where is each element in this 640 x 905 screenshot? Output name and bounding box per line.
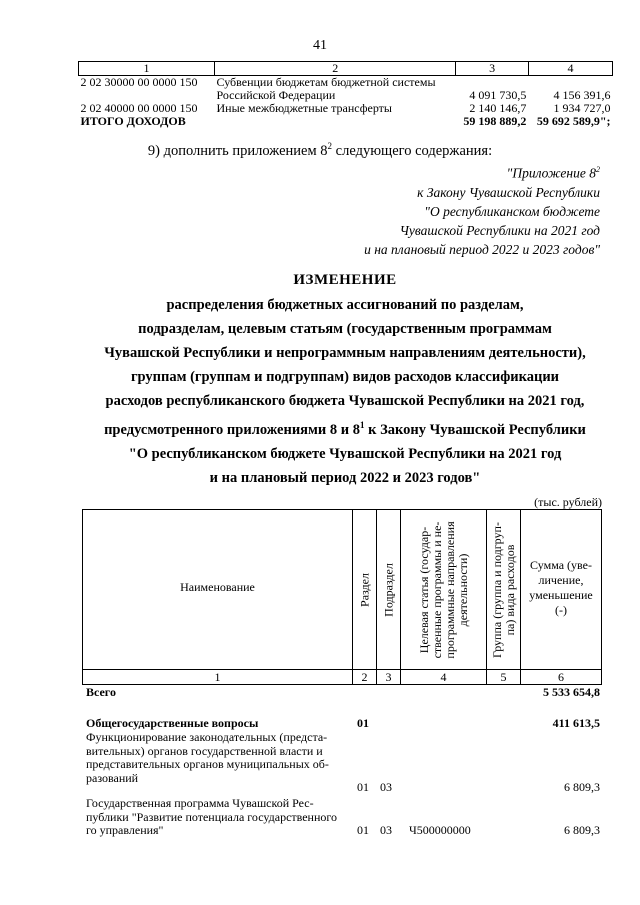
header-sum-line: (-) [555, 603, 567, 617]
title-line [60, 413, 630, 442]
header-sum-line: уменьшение [529, 588, 593, 602]
page-number: 41 [313, 38, 327, 53]
header-subsection-cell [377, 509, 401, 670]
row-name-line: Государственная программа Чувашской Рес- [86, 796, 314, 810]
row-target: Ч500000000 [409, 823, 471, 837]
amendment-text-part: 9) дополнить приложением 8 [147, 142, 328, 159]
revenue-name-line: Российской Федерации [216, 88, 336, 102]
header-group-line: Группа (группа и подгруп- [489, 521, 504, 658]
title-heading: ИЗМЕНЕНИЕ [293, 272, 397, 288]
header-sum-line: личение, [538, 573, 584, 587]
table-row [79, 76, 613, 103]
header-group [491, 522, 517, 658]
revenue-2021: 4 091 730,5 [469, 88, 527, 102]
appendix-text: "Приложение 8 [506, 165, 596, 181]
col-number: 2 [353, 670, 377, 685]
row-subsection: 03 [380, 780, 392, 794]
title-line: "О республиканском бюджете Чувашской Республики на 2021 год [128, 445, 562, 462]
title-line: группам (группам и подгруппам) видов расходов классификации [130, 369, 560, 385]
col-number: 6 [521, 670, 602, 685]
header-sum [521, 558, 601, 618]
header-section-cell [353, 509, 377, 670]
row-name-line: Функционирование законодательных (предста- [86, 730, 328, 744]
revenue-code: 2 02 30000 00 0000 150 [80, 75, 198, 89]
row-name-line: вительных) органов государственной власти и [86, 743, 323, 758]
row-name-line: представительных органов муниципальных об- [86, 757, 329, 771]
row-section: 01 [357, 823, 369, 837]
row-subsection: 03 [380, 823, 392, 837]
budget-table-header [82, 509, 602, 685]
title-line: и на плановый период 2022 и 2023 годов" [209, 469, 481, 486]
appendix-line: и на плановый период 2022 и 2023 годов" [364, 241, 600, 257]
header-group-cell [487, 509, 521, 670]
unit-label: (тыс. рублей) [534, 495, 602, 509]
revenue-2022: 1 934 727,0 [553, 101, 611, 115]
title-text: к Закону Чувашской Республики [364, 421, 586, 438]
header-target-line: деятельности) [455, 553, 470, 626]
total-2021: 59 198 889,2 [463, 114, 527, 128]
header-target-line: ственные программы и не- [429, 521, 444, 658]
header-sum-cell [521, 509, 602, 670]
col-number: 3 [377, 670, 401, 685]
header-name: Наименование [180, 580, 255, 594]
header-name-cell [82, 509, 353, 670]
revenue-table-continuation [78, 61, 613, 128]
header-group-line: па) вида расходов [502, 544, 517, 635]
row-name-line: публики "Развитие потенциала государственного [86, 809, 338, 824]
amendment-text [0, 141, 640, 160]
revenue-2021: 2 140 146,7 [469, 101, 527, 115]
appendix-reference [330, 160, 600, 259]
header-target-line: программные направления [442, 520, 457, 659]
title-line: подразделам, целевым статьям (государственным программам [138, 321, 552, 337]
col-number: 4 [401, 670, 487, 685]
row-name-line: го управления" [86, 823, 164, 837]
row-amount: 6 809,3 [564, 823, 600, 837]
amendment-sup: 2 [327, 141, 333, 151]
row-section: 01 [357, 716, 369, 730]
col-number: 5 [487, 670, 521, 685]
row-amount: 5 533 654,8 [543, 685, 600, 699]
revenue-name [215, 76, 456, 103]
row-amount: 411 613,5 [552, 716, 600, 730]
document-title [60, 268, 630, 490]
revenue-code: 2 02 40000 00 0000 150 [80, 101, 198, 115]
header-target [418, 521, 470, 658]
appendix-line: к Закону Чувашской Республики [417, 184, 600, 200]
appendix-line [330, 160, 600, 183]
title-line: Чувашской Республики и непрограммным направлениям деятельности), [104, 345, 586, 361]
row-name: Всего [86, 685, 116, 699]
header-target-line: Целевая статья (государ- [416, 526, 431, 653]
total-label: ИТОГО ДОХОДОВ [80, 114, 186, 128]
appendix-line: "О республиканском бюджете [424, 203, 600, 219]
col-header: 4 [528, 62, 612, 76]
col-header: 3 [456, 62, 529, 76]
col-number: 1 [82, 670, 353, 685]
row-name [86, 797, 354, 838]
revenue-table-header [79, 62, 613, 76]
row-name: Общегосударственные вопросы [86, 716, 259, 730]
revenue-name-line: Субвенции бюджетам бюджетной системы [216, 75, 436, 89]
total-revenue-row [79, 115, 613, 128]
appendix-line: Чувашской Республики на 2021 год [399, 222, 600, 238]
row-name-line: разований [86, 770, 139, 785]
col-header: 2 [215, 62, 456, 76]
amendment-text-part: следующего содержания: [332, 142, 493, 159]
header-target-cell [401, 509, 487, 670]
appendix-sup: 2 [596, 165, 600, 174]
header-sum-line: Сумма (уве- [530, 558, 592, 572]
header-subsection: Подраздел [381, 562, 395, 617]
header-section: Раздел [357, 572, 371, 607]
title-line: расходов республиканского бюджета Чувашской Республики на 2021 год, [105, 393, 585, 409]
revenue-2022: 4 156 391,6 [553, 88, 611, 102]
revenue-name: Иные межбюджетные трансферты [216, 101, 392, 115]
title-sup: 1 [360, 420, 365, 430]
row-amount: 6 809,3 [564, 780, 600, 794]
title-line: распределения бюджетных ассигнований по разделам, [166, 297, 524, 313]
row-name [86, 731, 354, 785]
col-header: 1 [79, 62, 215, 76]
row-section: 01 [357, 780, 369, 794]
title-text: предусмотренного приложениями 8 и 8 [104, 421, 360, 438]
total-2022: 59 692 589,9"; [536, 114, 611, 128]
